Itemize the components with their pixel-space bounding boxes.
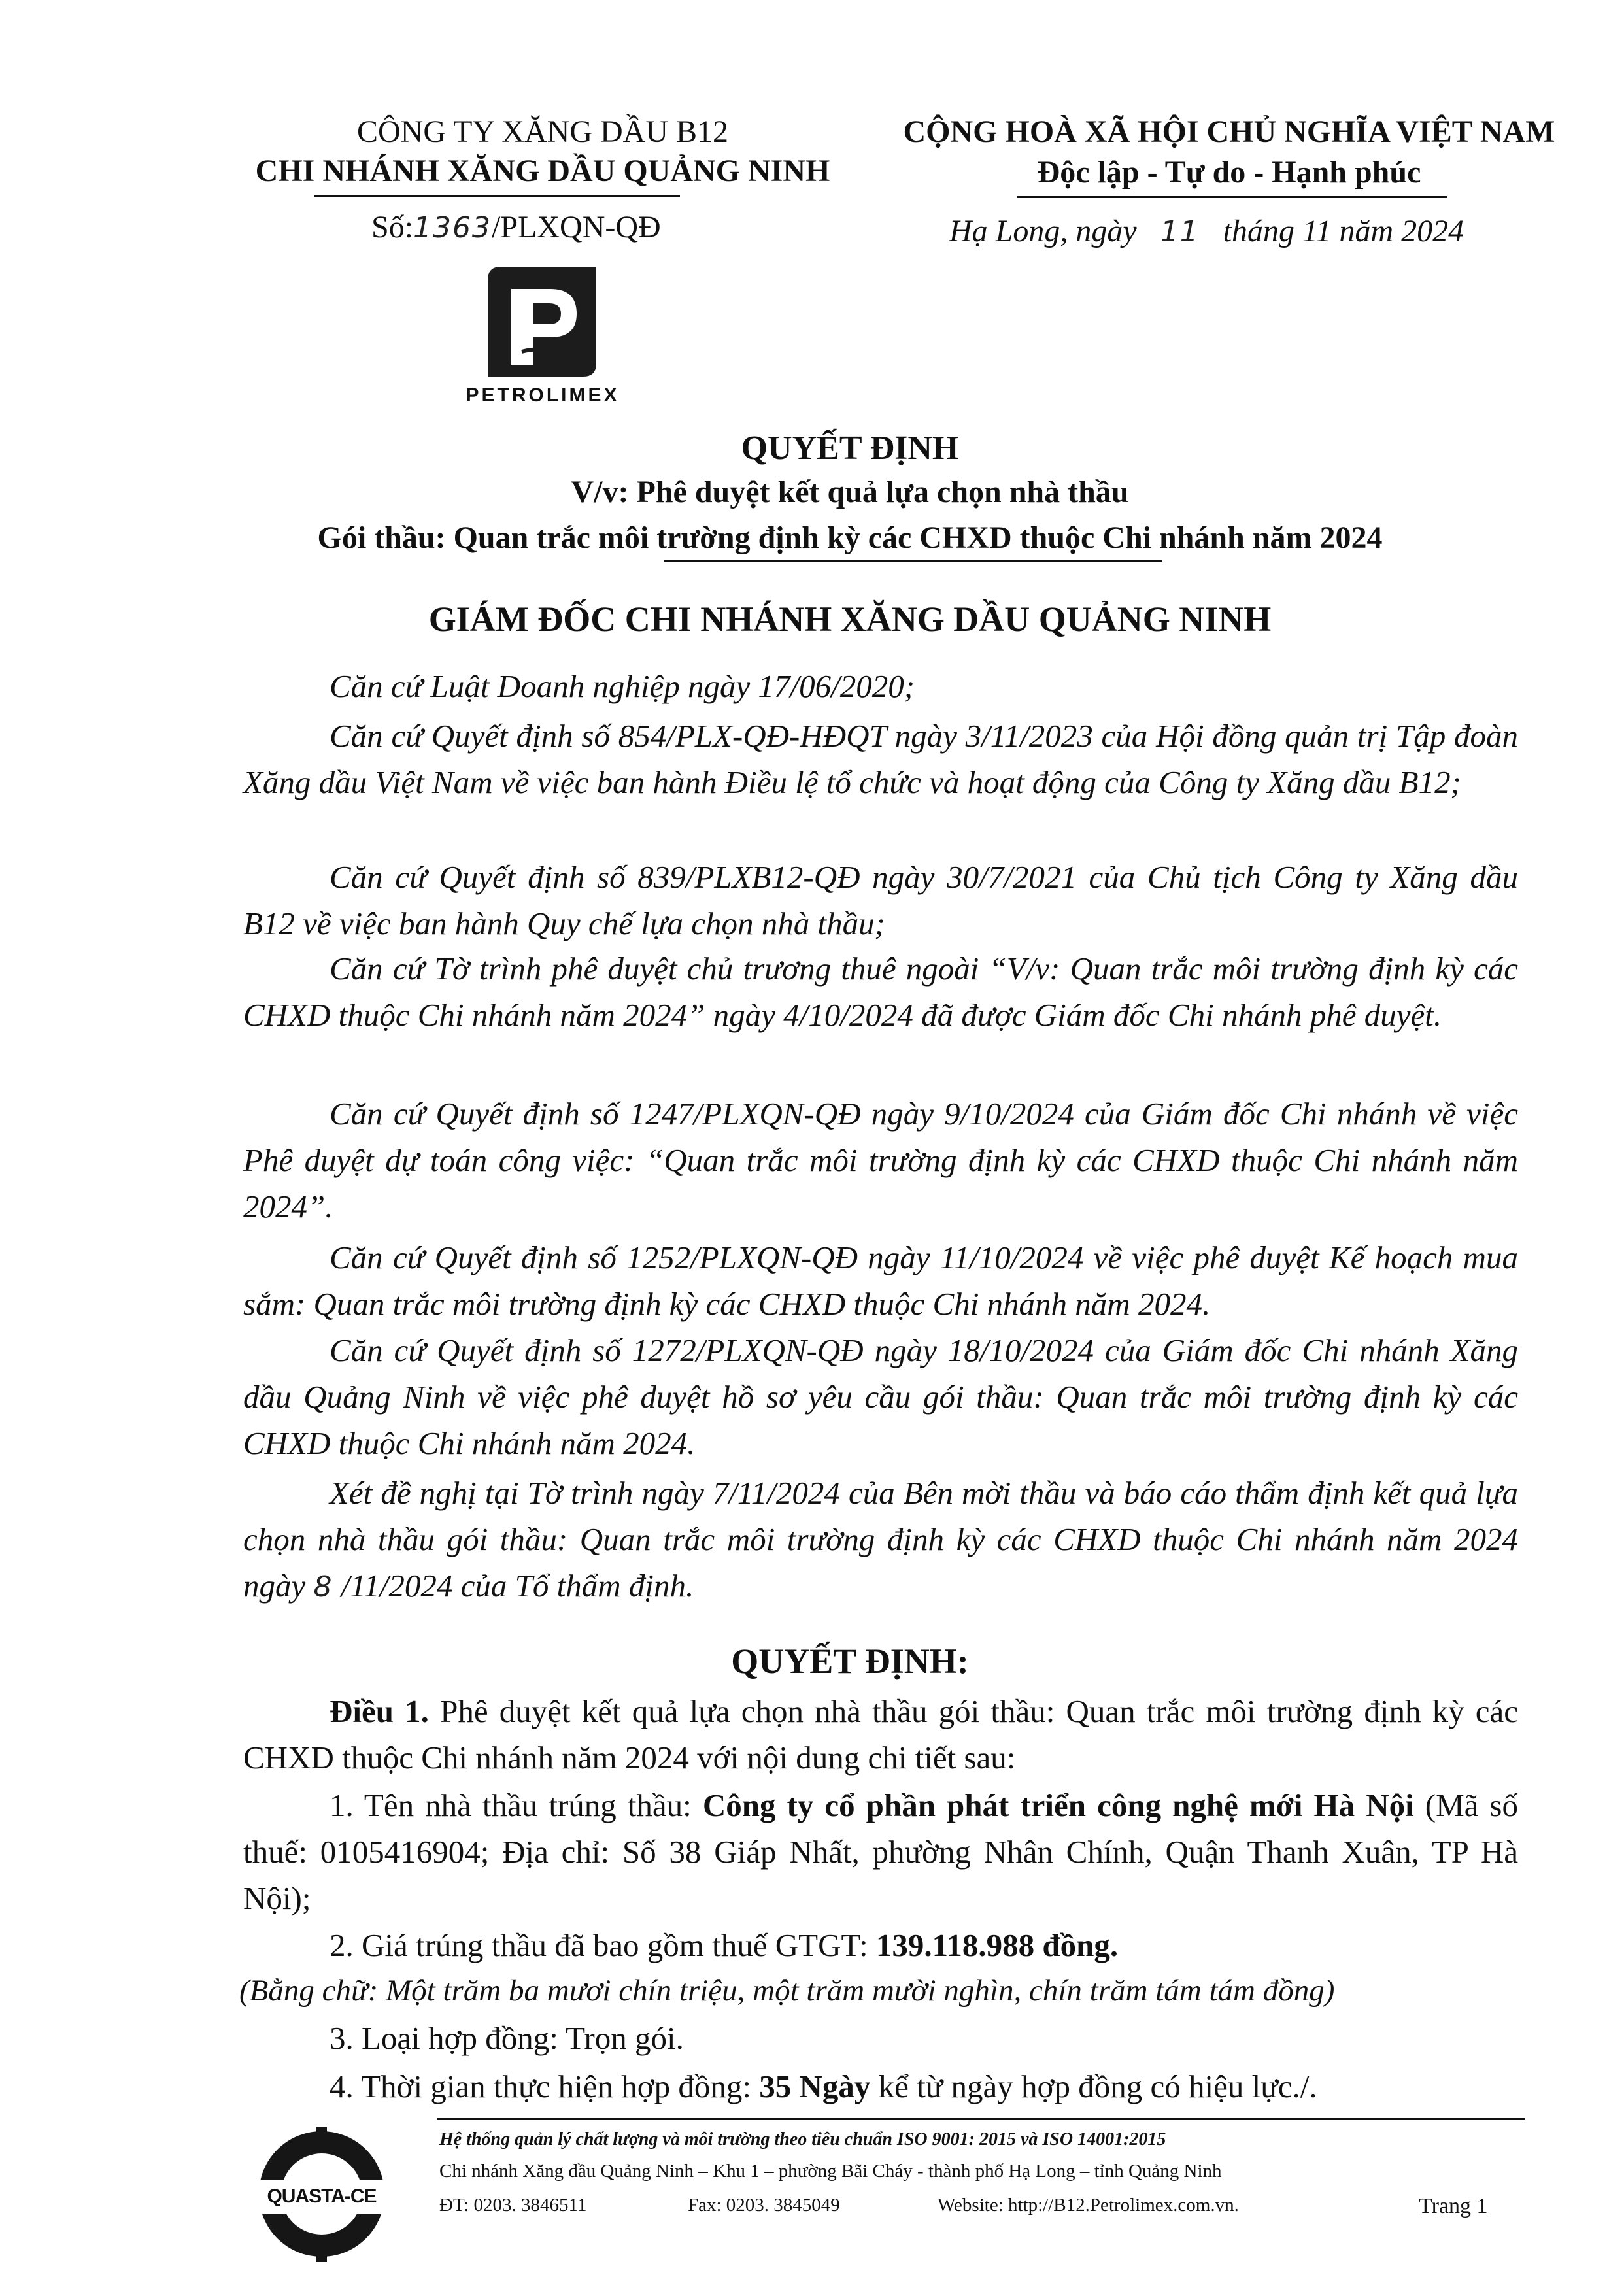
doc-number-handwritten: 1363: [413, 211, 492, 245]
document-number: [371, 208, 711, 248]
basis-4: Căn cứ Tờ trình phê duyệt chủ trương thuê ngoài “V/v: Quan trắc môi trường định kỳ các CHXD thuộc Chi nhánh năm 2024” ngày 4/10/2024 đã được Giám đốc Chi nhánh phê duyệt.: [243, 951, 1518, 1033]
country-name: CỘNG HOÀ XÃ HỘI CHỦ NGHĨA VIỆT NAM: [903, 114, 1555, 149]
footer-quality-system: Hệ thống quản lý chất lượng và môi trường theo tiêu chuẩn ISO 9001: 2015 và ISO 14001:2015: [439, 2129, 1166, 2150]
article-1-text: Phê duyệt kết quả lựa chọn nhà thầu gói thầu: Quan trắc môi trường định kỳ các CHXD thuộc Chi nhánh năm 2024 với nội dung chi tiết sau:: [243, 1693, 1519, 1776]
article-1-label: Điều 1.: [330, 1693, 429, 1729]
consideration-handwritten-day: 8: [313, 1570, 333, 1604]
footer-address: Chi nhánh Xăng dầu Quảng Ninh – Khu 1 – phường Bãi Cháy - thành phố Hạ Long – tỉnh Quảng Ninh: [439, 2161, 1222, 2182]
document-type-heading: QUYẾT ĐỊNH: [741, 430, 959, 467]
branch-name: CHI NHÁNH XĂNG DẦU QUẢNG NINH: [255, 154, 830, 188]
decision-heading: QUYẾT ĐỊNH:: [731, 1642, 969, 1681]
issuing-authority: GIÁM ĐỐC CHI NHÁNH XĂNG DẦU QUẢNG NINH: [428, 599, 1272, 639]
item-3: 3. Loại hợp đồng: Trọn gói.: [330, 2020, 684, 2056]
package-underline: [664, 560, 1162, 562]
item-4-label: 4. Thời gian thực hiện hợp đồng:: [330, 2068, 760, 2104]
basis-3: Căn cứ Quyết định số 839/PLXB12-QĐ ngày 30/7/2021 của Chủ tịch Công ty Xăng dầu B12 về việc ban hành Quy chế lựa chọn nhà thầu;: [243, 859, 1518, 941]
page-number: Trang 1: [1419, 2194, 1488, 2218]
petrolimex-logo-icon: [488, 267, 596, 377]
doc-number-suffix: /PLXQN-QĐ: [492, 210, 661, 245]
article-1: [243, 1688, 1518, 1781]
item-1-label: 1. Tên nhà thầu trúng thầu:: [330, 1787, 703, 1823]
date-day-handwritten: 11: [1160, 215, 1200, 248]
doc-number-prefix: Số:: [371, 210, 414, 245]
consideration-text-after: /11/2024 của Tổ thẩm định.: [333, 1568, 694, 1604]
footer-website[interactable]: Website: http://B12.Petrolimex.com.vn.: [938, 2195, 1239, 2216]
date-prefix: Hạ Long, ngày: [949, 214, 1137, 248]
item-2-in-words: (Bằng chữ: Một trăm ba mươi chín triệu, một trăm mười nghìn, chín trăm tám tám đồng): [239, 1974, 1335, 2008]
date-suffix: tháng 11 năm 2024: [1223, 214, 1464, 248]
item-4-rest: kể từ ngày hợp đồng có hiệu lực./.: [870, 2068, 1317, 2104]
item-1-detail: (Mã số thuế: 0105416904; Địa chỉ: Số 38 Giáp Nhất, phường Nhân Chính, Quận Thanh Xuân, TP Hà Nội);: [243, 1787, 1518, 1916]
motto-underline: [1017, 196, 1447, 198]
item-1: [243, 1782, 1518, 1921]
item-2-value: 139.118.988 đồng.: [875, 1927, 1119, 1963]
footer-phone: ĐT: 0203. 3846511: [439, 2195, 587, 2216]
basis-6: Căn cứ Quyết định số 1252/PLXQN-QĐ ngày 11/10/2024 về việc phê duyệt Kế hoạch mua sắm: Quan trắc môi trường định kỳ các CHXD thuộc Chi nhánh năm 2024.: [243, 1240, 1518, 1322]
item-2: [243, 1922, 1518, 1968]
petrolimex-logo: [488, 267, 596, 377]
branch-underline: [314, 195, 680, 197]
issue-date: [949, 212, 1577, 252]
footer-fax: Fax: 0203. 3845049: [688, 2195, 840, 2216]
item-1-value: Công ty cổ phần phát triển công nghệ mới Hà Nội: [702, 1787, 1414, 1823]
quasta-logo-text: QUASTA-CE: [267, 2185, 377, 2207]
company-name: CÔNG TY XĂNG DẦU B12: [356, 114, 728, 149]
basis-5: Căn cứ Quyết định số 1247/PLXQN-QĐ ngày 9/10/2024 của Giám đốc Chi nhánh về việc Phê duyệt dự toán công việc: “Quan trắc môi trường định kỳ các CHXD thuộc Chi nhánh năm 2024”.: [243, 1096, 1518, 1224]
footer-divider: [437, 2118, 1525, 2120]
item-4-value: 35 Ngày: [759, 2068, 871, 2104]
quasta-ce-logo: [255, 2127, 388, 2266]
basis-1: Căn cứ Luật Doanh nghiệp ngày 17/06/2020;: [330, 668, 915, 704]
item-4: [243, 2063, 1518, 2110]
consideration: [243, 1470, 1518, 1610]
item-2-label: 2. Giá trúng thầu đã bao gồm thuế GTGT:: [330, 1927, 876, 1963]
national-motto: Độc lập - Tự do - Hạnh phúc: [1037, 155, 1421, 190]
basis-2: Căn cứ Quyết định số 854/PLX-QĐ-HĐQT ngày 3/11/2023 của Hội đồng quản trị Tập đoàn Xăng dầu Việt Nam về việc ban hành Điều lệ tổ chức và hoạt động của Công ty Xăng dầu B12;: [243, 718, 1518, 800]
consideration-text-before: Xét đề nghị tại Tờ trình ngày 7/11/2024 của Bên mời thầu và báo cáo thẩm định kết quả lựa chọn nhà thầu gói thầu: Quan trắc môi trường định kỳ các CHXD thuộc Chi nhánh năm 2024 ngày: [243, 1475, 1518, 1604]
petrolimex-wordmark: PETROLIMEX: [465, 384, 620, 406]
basis-7: Căn cứ Quyết định số 1272/PLXQN-QĐ ngày 18/10/2024 của Giám đốc Chi nhánh Xăng dầu Quảng Ninh về việc phê duyệt hồ sơ yêu cầu gói thầu: Quan trắc môi trường định kỳ các CHXD thuộc Chi nhánh năm 2024.: [243, 1332, 1518, 1461]
package-name: Gói thầu: Quan trắc môi trường định kỳ các CHXD thuộc Chi nhánh năm 2024: [317, 520, 1383, 555]
document-subject: V/v: Phê duyệt kết quả lựa chọn nhà thầu: [571, 475, 1129, 509]
